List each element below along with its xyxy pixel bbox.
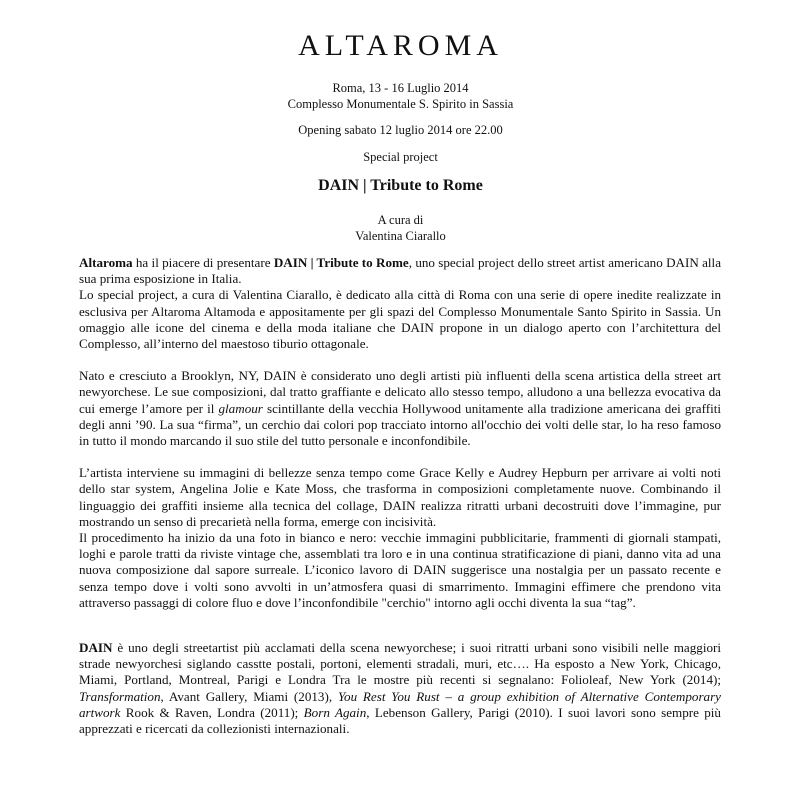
event-venue: Complesso Monumentale S. Spirito in Sassia bbox=[287, 97, 514, 111]
italic-group-exhibition: You Rest You Rust – a group exhibition of Alternative Contemporary artwork bbox=[79, 688, 721, 720]
exhibition-title: DAIN | Tribute to Rome bbox=[318, 177, 483, 194]
exh-text-1: è uno degli streetartist più acclamati della scena newyorchese; i suoi ritratti urbani sono visibili nelle maggiori strade newyorchesi siglando casstte postali, portoni, elementi stradali, muri, etc…. Ha esposto a New York, Chicago, Miami, Portland, Montreal, Parigi e Londra Tra le mostre più recenti si segnalano: Folioleaf, New York (2014); bbox=[79, 640, 721, 688]
bold-title: DAIN | Tribute to Rome bbox=[273, 255, 409, 270]
italic-glamour: glamour bbox=[218, 400, 263, 416]
technique-paragraph: L’artista interviene su immagini di bellezze senza tempo come Grace Kelly e Audrey Hepburn per arrivare ai volti noti dello star system, Angelina Jolie e Kate Moss, che trasforma in composizioni completamente nuove. Combinando il linguaggio dei graffiti insieme alla tecnica del collage, DAIN realizza ritratti urbani decostruiti dove l’immagine, pur mostrando un senso di precarietà nella forma, emerge con incisività. bbox=[79, 465, 721, 529]
bio-text-2: scintillante della vecchia Hollywood unitamente alla tradizione americana dei graffiti degli anni ’90. La sua “firma”, un cerchio dai colori pop tracciato intorno all'occhio dei volti delle star, lo ha reso famoso in tutto il mondo marcando il suo stile del tutto personale e inconfondibile. bbox=[79, 400, 721, 449]
bold-dain: DAIN bbox=[79, 640, 113, 656]
bio-text-1: Nato e cresciuto a Brooklyn, NY, DAIN è considerato uno degli artisti più influenti della scena artistica della street art newyorchese. Le sue composizioni, dal tratto graffiante e delicato allo stesso tempo, alludono a una bellezza evocativa da cui emerge l’amore per il bbox=[79, 368, 721, 416]
opening-info: Opening sabato 12 luglio 2014 ore 22.00 bbox=[298, 123, 503, 137]
italic-born-again: Born Again bbox=[303, 704, 367, 720]
curator-name: Valentina Ciarallo bbox=[355, 229, 446, 243]
project-type: Special project bbox=[363, 150, 438, 164]
intro-text-1: ha il piacere di presentare bbox=[132, 255, 274, 270]
brand-logo-text: ALTAROMA bbox=[298, 29, 503, 62]
italic-transformation: Transformation bbox=[79, 688, 161, 704]
exh-text-4: , Lebenson Gallery, Parigi (2010). I suoi lavori sono sempre più apprezzati e ricercati da collezionisti internazionali. bbox=[79, 704, 721, 737]
process-paragraph: Il procedimento ha inizio da una foto in bianco e nero: vecchie immagini pubblicitarie, frammenti di giornali stampati, loghi e parole tratti da riviste vintage che, assemblati tra loro e in una continua stratificazione di piani, danno vita ad una nuova composizione dal sapore surreale. L’iconico lavoro di DAIN suggerisce una nostalgia per un passato recente e senza tempo dove i volti sono avvolti in un’atmosfera quasi di smarrimento. Immagini effimere che prendono vita attraverso passaggi di colore fluo e dove l’inconfondibile "cerchio" intorno agli occhi diventa la sua “tag”. bbox=[79, 530, 721, 610]
intro-text-2: , uno special project dello street artist americano DAIN alla sua prima esposizione in Italia. bbox=[79, 255, 722, 287]
bold-altaroma: Altaroma bbox=[79, 255, 133, 270]
exh-text-2: , Avant Gallery, Miami (2013), bbox=[160, 688, 338, 704]
intro-paragraph bbox=[79, 255, 721, 287]
exhibitions-paragraph bbox=[79, 640, 721, 737]
body-text bbox=[79, 255, 721, 737]
event-dates: Roma, 13 - 16 Luglio 2014 bbox=[332, 81, 469, 95]
project-paragraph: Lo special project, a cura di Valentina Ciarallo, è dedicato alla città di Roma con una serie di opere inedite realizzate in esclusiva per Altaroma Altamoda e appositamente per gli spazi del Complesso Monumentale Santo Spirito in Sassia. Un omaggio alle icone del cinema e della moda italiane che DAIN propone in un dialogo aperto con l’architettura del Complesso, all’interno del maestoso tiburio ottagonale. bbox=[79, 287, 721, 352]
exh-text-3: Rook & Raven, Londra (2011); bbox=[120, 704, 304, 720]
biography-paragraph bbox=[79, 368, 721, 449]
curator-label: A cura di bbox=[377, 213, 424, 227]
